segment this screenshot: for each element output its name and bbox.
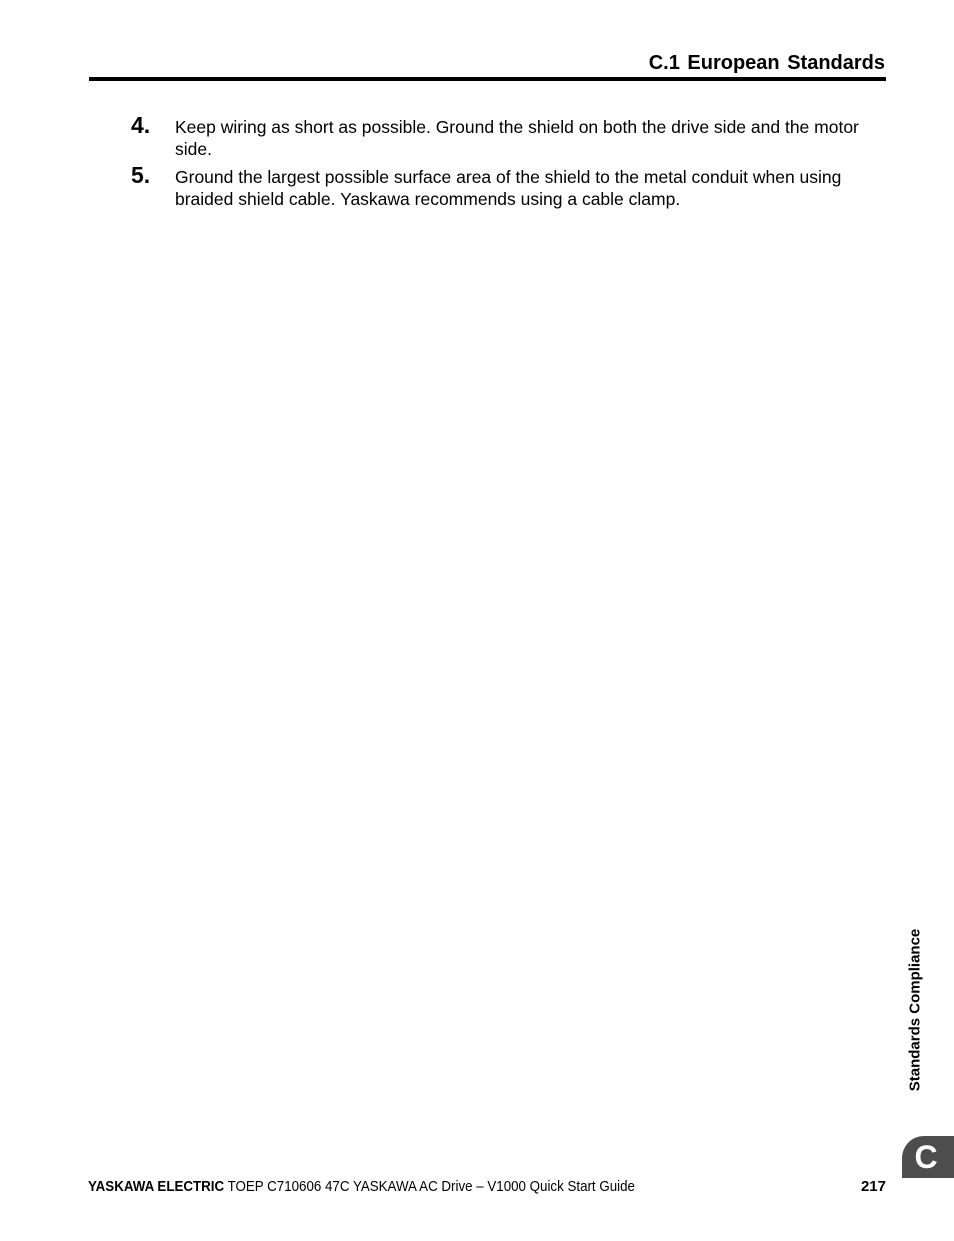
step-text: Keep wiring as short as possible. Ground the shield on both the drive side and the motor side.	[175, 117, 859, 159]
side-tab-letter: C	[902, 1136, 954, 1178]
step-number: 4.	[131, 112, 151, 138]
section-title: C.1 European Standards	[648, 52, 885, 74]
footer-company: YASKAWA ELECTRIC	[88, 1179, 225, 1195]
footer-document: TOEP C710606 47C YASKAWA AC Drive – V1000 Quick Start Guide	[224, 1179, 635, 1195]
header-rule	[89, 77, 886, 81]
step-text: Ground the largest possible surface area of the shield to the metal conduit when using braided shield cable. Yaskawa recommends using a cable clamp.	[175, 167, 842, 209]
page-number: 217	[860, 1178, 886, 1195]
step-number: 5.	[131, 162, 151, 188]
footer-text	[88, 1179, 635, 1195]
side-tab-label: Standards Compliance	[906, 928, 924, 1092]
